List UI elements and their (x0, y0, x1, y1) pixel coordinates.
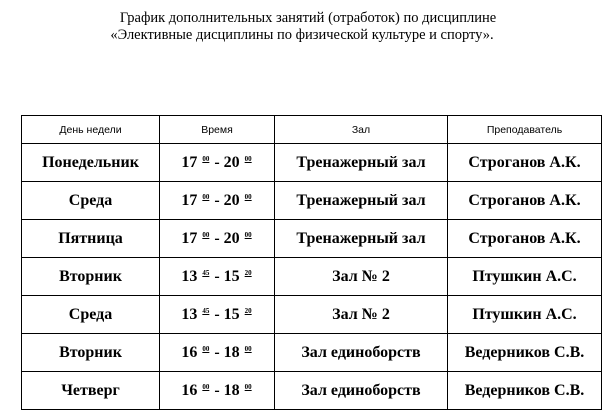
day-cell: Вторник (22, 334, 160, 372)
teacher-cell: Строганов А.К. (448, 220, 602, 258)
end-minute: 20 (244, 268, 252, 277)
start-minute: 00 (202, 192, 210, 201)
end-minute: 00 (244, 382, 252, 391)
day-cell: Понедельник (22, 144, 160, 182)
time-cell: 13 $^{45}$ - 15 $^{20}$ (160, 258, 275, 296)
start-hour: 17 (181, 153, 198, 171)
time-cell: 17 $^{00}$ - 20 $^{00}$ (160, 144, 275, 182)
hall-cell: Зал № 2 (275, 296, 448, 334)
document-title (0, 10, 604, 44)
header-row (22, 116, 602, 144)
hall-cell: Тренажерный зал (275, 220, 448, 258)
start-hour: 13 (181, 267, 198, 285)
end-hour: 15 (223, 305, 240, 323)
header-time: Время (160, 116, 275, 144)
header-day: День недели (22, 116, 160, 144)
table-row (22, 372, 602, 410)
table-row (22, 258, 602, 296)
day-cell: Четверг (22, 372, 160, 410)
start-minute: 00 (202, 344, 210, 353)
start-hour: 16 (181, 381, 198, 399)
end-hour: 20 (223, 229, 240, 247)
end-minute: 00 (244, 344, 252, 353)
end-hour: 20 (223, 191, 240, 209)
table-row (22, 334, 602, 372)
schedule-rows (22, 144, 602, 410)
teacher-cell: Птушкин А.С. (448, 296, 602, 334)
table-row (22, 296, 602, 334)
day-cell: Среда (22, 182, 160, 220)
start-hour: 16 (181, 343, 198, 361)
end-hour: 18 (223, 343, 240, 361)
start-minute: 45 (202, 306, 210, 315)
hall-cell: Тренажерный зал (275, 144, 448, 182)
hall-cell: Тренажерный зал (275, 182, 448, 220)
start-minute: 00 (202, 154, 210, 163)
table-row (22, 182, 602, 220)
start-hour: 13 (181, 305, 198, 323)
day-cell: Вторник (22, 258, 160, 296)
time-cell: 17 $^{00}$ - 20 $^{00}$ (160, 182, 275, 220)
title-line-2: «Элективные дисциплины по физической культуре и спорту». (110, 27, 494, 43)
day-cell: Пятница (22, 220, 160, 258)
teacher-cell: Строганов А.К. (448, 182, 602, 220)
teacher-cell: Строганов А.К. (448, 144, 602, 182)
end-hour: 15 (223, 267, 240, 285)
end-minute: 00 (244, 154, 252, 163)
time-cell: 16 $^{00}$ - 18 $^{00}$ (160, 334, 275, 372)
time-cell: 16 $^{00}$ - 18 $^{00}$ (160, 372, 275, 410)
table-row (22, 144, 602, 182)
teacher-cell: Птушкин А.С. (448, 258, 602, 296)
title-line-1: График дополнительных занятий (отработок) по дисциплине (119, 10, 497, 26)
end-hour: 20 (223, 153, 240, 171)
start-hour: 17 (181, 191, 198, 209)
end-hour: 18 (223, 381, 240, 399)
start-hour: 17 (181, 229, 198, 247)
hall-cell: Зал единоборств (275, 334, 448, 372)
end-minute: 20 (244, 306, 252, 315)
day-cell: Среда (22, 296, 160, 334)
teacher-cell: Ведерников С.В. (448, 372, 602, 410)
start-minute: 00 (202, 230, 210, 239)
header-hall: Зал (275, 116, 448, 144)
header-teacher: Преподаватель (448, 116, 602, 144)
end-minute: 00 (244, 230, 252, 239)
start-minute: 00 (202, 382, 210, 391)
start-minute: 45 (202, 268, 210, 277)
table-row (22, 220, 602, 258)
end-minute: 00 (244, 192, 252, 201)
schedule-table (21, 115, 602, 410)
hall-cell: Зал № 2 (275, 258, 448, 296)
teacher-cell: Ведерников С.В. (448, 334, 602, 372)
time-cell: 13 $^{45}$ - 15 $^{20}$ (160, 296, 275, 334)
time-cell: 17 $^{00}$ - 20 $^{00}$ (160, 220, 275, 258)
hall-cell: Зал единоборств (275, 372, 448, 410)
